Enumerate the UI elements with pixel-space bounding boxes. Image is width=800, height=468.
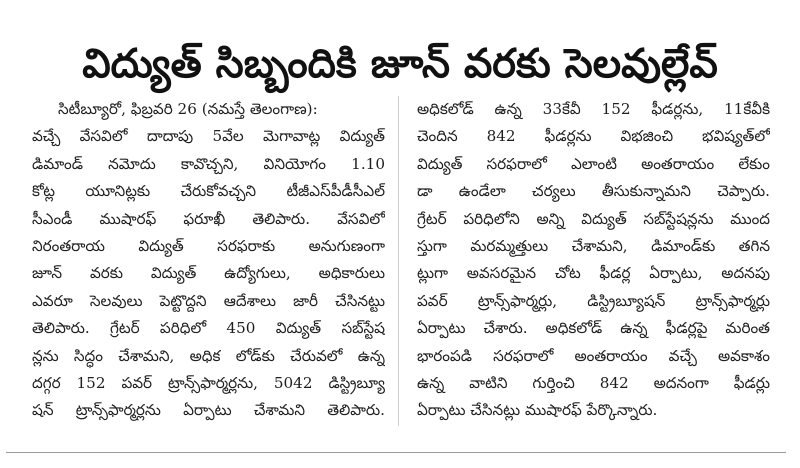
article-line: సీఎండీ ముషారఫ్ ఫరూఖీ తెలిపారు. వేసవిలో	[32, 209, 385, 228]
article-line: ఏర్పాటు చేశారు. అధికలోడ్ ఉన్న ఫీడర్లపై మరింత	[417, 319, 770, 338]
article-line: జూన్ వరకు విద్యుత్ ఉద్యోగులు, అధికారులు	[32, 264, 385, 283]
article-line: ఉన్న వాటిని గుర్తించి 842 అదనంగా ఫీడర్లు	[417, 373, 770, 392]
article-line: ఎవరూ సెలవులు పెట్టొద్దని ఆదేశాలు జారీ చేసినట్టు	[32, 291, 385, 310]
article-line: గ్రేటర్ పరిధిలోని అన్ని విద్యుత్ సబ్‌స్టేషన్లను ముంద	[417, 209, 770, 228]
article-line: స్తుగా మరమ్మత్తులు చేశామని, డిమాండ్‌కు తగిన	[417, 236, 770, 255]
article-line: ఏర్పాటు చేసినట్లు ముషారఫ్ పేర్కొన్నారు.	[417, 401, 658, 420]
article-line: చెందిన 842 ఫీడర్లను విభజించి భవిష్యత్‌లో	[417, 127, 770, 146]
article-column-right	[417, 96, 770, 436]
bottom-rule	[6, 452, 786, 453]
article-body	[32, 96, 770, 436]
article-column-left	[32, 96, 385, 436]
article-line: అధికలోడ్ ఉన్న 33కేవీ 152 ఫీడర్లను, 11కేవీకి	[417, 100, 770, 118]
article-line: డా ఉండేలా చర్యలు తీసుకున్నామని చెప్పారు.	[417, 182, 770, 201]
article-line: డిమాండ్ నమోదు కావొచ్చని, వినియోగం 1.10	[32, 154, 385, 173]
article-headline: విద్యుత్ సిబ్బందికి జూన్ వరకు సెలవుల్లేవ్	[82, 40, 718, 87]
article-line: షన్ ట్రాన్స్‌ఫార్మర్లను ఏర్పాటు చేశామని తెలిపారు.	[32, 401, 385, 420]
article-line: కోట్ల యూనిట్లకు చేరుకోవచ్చని టీజీఎస్‌పీడీసీఎల్	[32, 182, 385, 201]
column-divider	[398, 96, 399, 426]
article-line: వచ్చే వేసవిలో దాదాపు 5వేల మెగావాట్ల విద్యుత్	[32, 127, 385, 146]
article-line: ట్లుగా అవసరమైన చోట ఫీడర్ల ఏర్పాటు, అదనపు	[417, 264, 770, 283]
article-line: న్లను సిద్ధం చేశామని, అధిక లోడ్‌కు చేరువలో ఉన్న	[32, 346, 385, 365]
article-line: నిరంతరాయ విద్యుత్ సరఫరాకు అనుగుణంగా	[32, 236, 385, 255]
article-line: సిటీబ్యూరో, ఫిబ్రవరి 26 (నమస్తే తెలంగాణ):	[58, 100, 318, 118]
article-line: దగ్గర 152 పవర్ ట్రాన్స్‌ఫార్మర్లను, 5042 డిస్ట్రిబ్యూ	[32, 373, 385, 392]
article-line: తెలిపారు. గ్రేటర్ పరిధిలో 450 విద్యుత్ సబ్‌స్టేష	[32, 319, 385, 338]
article-line: పవర్ ట్రాన్స్‌ఫార్మర్లు, డిస్ట్రిబ్యూషన్ ట్రాన్స్‌ఫార్మర్లు	[417, 291, 770, 310]
article-line: భారంపడి సరఫరాలో అంతరాయం వచ్చే అవకాశం	[417, 346, 770, 365]
article-line: విద్యుత్ సరఫరాలో ఎలాంటి అంతరాయం లేకుం	[417, 154, 770, 173]
